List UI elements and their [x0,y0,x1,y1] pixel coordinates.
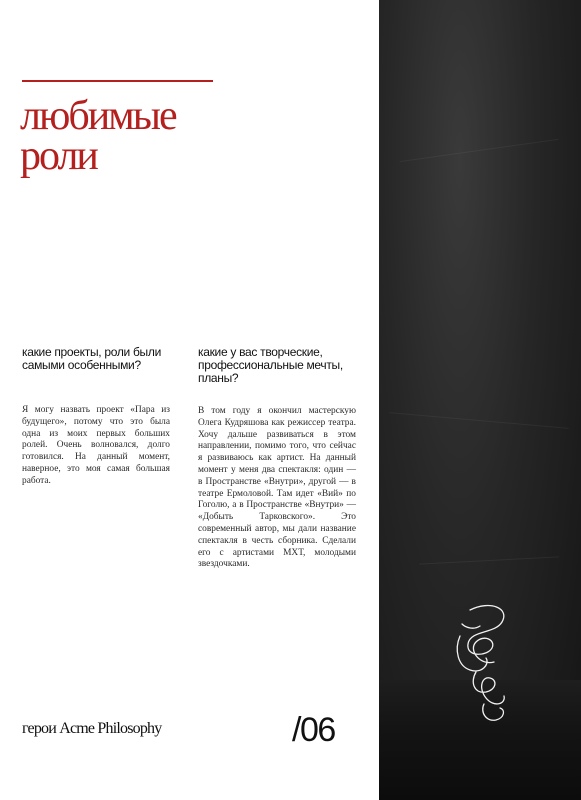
paper-crease [419,556,559,564]
title-rule [22,80,213,82]
page-number: /06 [292,711,335,749]
section-label: герои Acme Philosophy [22,720,162,737]
paper-crease [400,139,559,162]
question-1: какие проекты, роли были самыми особенными? [22,345,161,372]
title-line-1: любимые [20,93,176,139]
question-2: какие у вас творческие, профессиональные мечты, планы? [198,345,343,385]
page-title [20,93,260,179]
signature-icon [440,600,540,730]
title-line-2: роли [20,133,97,179]
answer-1: Я могу назвать проект «Пара из будущего», потому что это была одна из моих первых больших ролей. Очень волновался, долго готовился. На данный момент, наверное, это моя самая большая работа. [22,405,170,486]
paper-crease [389,412,568,429]
answer-2: В том году я окончил мастерскую Олега Кудряшова как режиссер театра. Хочу дальше развиваться в этом направлении, помимо того, что сейчас я развиваюсь как артист. На данный момент у меня два спектакля: один — в Пространстве «Внутри», другой — в театре Ермоловой. Там идет «Вий» по Гоголю, а в Пространстве «Внутри» — «Добыть Тарковского». Это современный автор, мы дали название спектакля в честь сборника. Сделали его с артистами МХТ, молодыми звездочками. [198,406,356,570]
